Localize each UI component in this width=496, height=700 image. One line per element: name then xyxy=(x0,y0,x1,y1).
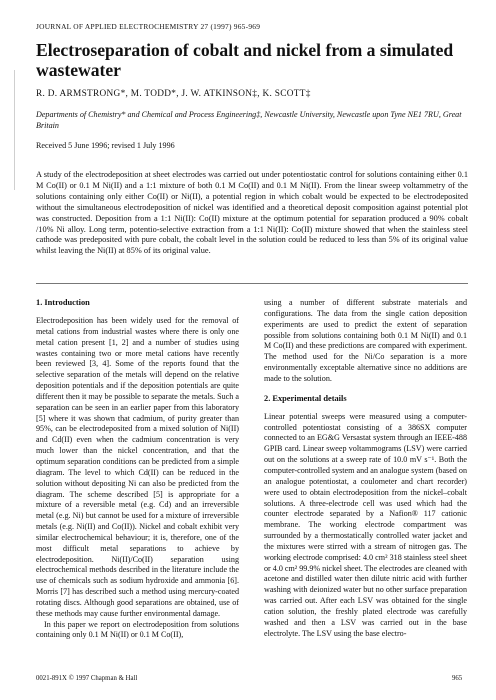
left-column xyxy=(36,298,239,641)
section-heading-experimental: 2. Experimental details xyxy=(264,393,347,403)
footer-copyright: 0021-891X © 1997 Chapman & Hall xyxy=(36,675,138,682)
abstract-divider xyxy=(36,283,468,284)
abstract: A study of the electrodeposition at sheet electrodes was carried out under potentiostatic control for solutions containing either 0.1 M Co(II) or 0.1 M Ni(II) and a 1:1 mixture of both 0.1 M Co(II) and 0.1 M Ni(II). From the linear sweep voltammetry of the solutions containing only either Co(II) or Ni(II), a potential region in which cobalt would be expected to be electrodeposited without the simultaneous electrodeposition of nickel was identified and a theoretical deposit composition against potential plot was constructed. Deposition from a 1:1 Ni(II): Co(II) mixture at the optimum potential for separation produced a 90% cobalt /10% Ni alloy. Long term, potentio-selective extraction from a 1:1 Ni(II): Co(II) mixture showed that when the stainless steel cathode was predeposited with pure cobalt, the cobalt level in the solution could be reduced to less than 5% of its original value whilst leaving the Ni(II) at 85% of its original value. xyxy=(36,170,468,256)
section-heading-introduction: 1. Introduction xyxy=(36,298,90,307)
affiliation: Departments of Chemistry* and Chemical and Process Engineering‡, Newcastle University, Newcastle upon Tyne NE1 7RU, Great Britain xyxy=(36,110,462,130)
introduction-paragraph-2: In this paper we report on electrodeposition from solutions containing only 0.1 M Ni(II) or 0.1 M Co(II), xyxy=(36,619,239,640)
page-number: 965 xyxy=(452,675,463,682)
received-dates: Received 5 June 1996; revised 1 July 1996 xyxy=(36,141,175,150)
introduction-continuation: using a number of different substrate materials and configurations. The data from the single cation deposition experiments are used to predict the extent of separation possible from solutions containing both 0.1 M Ni(II) and 0.1 M Co(II) and these predictions are compared with experiment. The method used for the Ni/Co separation is a more environmentally exceptable alternative since no additions are made to the solution. xyxy=(264,298,467,383)
right-column xyxy=(264,298,467,639)
paper-title: Electroseparation of cobalt and nickel from a simulated wastewater xyxy=(36,40,454,80)
experimental-paragraph-1: Linear potential sweeps were measured using a computer-controlled potentiostat consisting of a 386SX computer connected to an EG&G Versastat system through an IEEE-488 GPIB card. Linear sweep voltammograms (LSV) were carried out on the solutions at a sweep rate of 10.0 mV s⁻¹. Both the computer-controlled system and an analogue system (based on an analogue potentiostat, a coulometer and chart recorder) were used to obtain electrodeposition from the nickel–cobalt solutions. A three-electrode cell was used which had the counter electrode separated by a Nafion® 117 cationic membrane. The working electrode compartment was surrounded by a thermostatically controlled water jacket and the mixtures were stirred with a stream of nitrogen gas. The working electrode comprised: 4.0 cm² 318 stainless steel sheet or 4.0 cm² 99.9% nickel sheet. The electrodes are cleaned with acetone and distilled water then dilute nitric acid with further washing with deionized water but no other surface preparation was carried out. After each LSV was obtained for the single cation solution, the freshly plated electrode was carefully washed and then a LSV was carried out in the base electrolyte. The LSV using the base electro- xyxy=(264,411,467,638)
scan-gutter-mark xyxy=(14,70,15,190)
introduction-paragraph-1: Electrodeposition has been widely used for the removal of metal cations from industrial wastes where there is only one metal cation present [1, 2] and a number of studies using wastes containing two or more metal cations have recently been reviewed [3, 4]. Some of the reports found that the selective separation of the metals will depend on the relative deposition potentials and if the deposition potentials are quite different then it may be possible to separate the metals. Such a separation can be seen in an earlier paper from this laboratory [5] where it was shown that cadmium, of purity greater than 95%, can be electrodeposited from a mixed solution of Ni(II) and Cd(II) even when the cadmium concentration is very much lower than the nickel concentration, and that the optimum separation conditions can be predicted from a simple diagram. The level to which Cd(II) can be reduced in the solution without depositing Ni can also be predicted from the diagram. The scheme described [5] is appropriate for a mixture of a reversible metal (e.g. Cd) and an irreversible metal (e.g. Ni) but cannot be used for a mixture of irreversible metals (e.g. Ni(II) and Co(II)). Nickel and cobalt exhibit very similar electrochemical behaviour; it is, therefore, one of the most difficult metal separations to achieve by electrodeposition. Ni(II)/Co(II) separation using electrochemical methods described in the literature include the use of chemicals such as sodium hydroxide and ammonia [6]. Morris [7] has described such a method using mercury-coated rotating discs. Although good separations are obtained, use of these methods may cause further environmental damage. xyxy=(36,316,239,618)
author-list: R. D. ARMSTRONG*, M. TODD*, J. W. ATKINSON‡, K. SCOTT‡ xyxy=(36,89,311,99)
journal-header: JOURNAL OF APPLIED ELECTROCHEMISTRY 27 (1997) 965-969 xyxy=(36,22,261,31)
